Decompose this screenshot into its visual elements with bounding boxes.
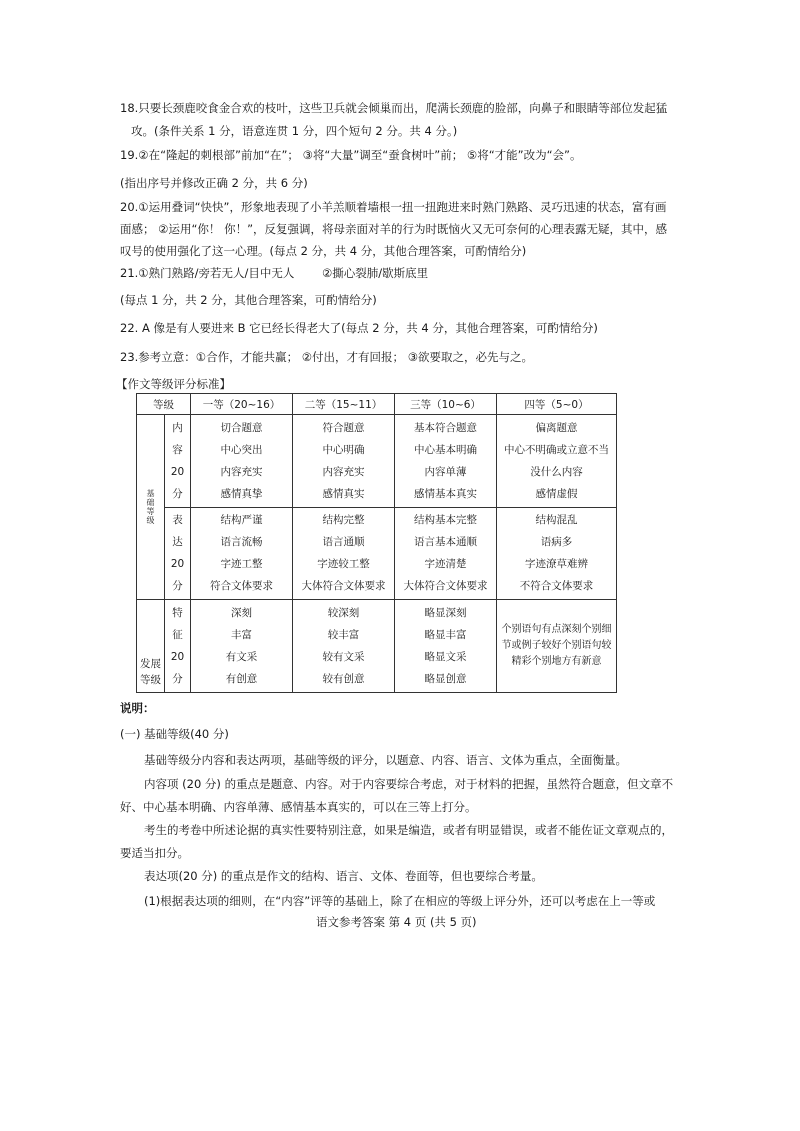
dev-grade-label: 发展 等级 [137,600,165,693]
q20-line3: 叹号的使用强化了这一心理。(每点 2 分，共 4 分，其他合理答案，可酌情给分) [120,244,527,258]
q21-line2: (每点 1 分，共 2 分，其他合理答案，可酌情给分) [120,293,377,307]
expression-second: 结构完整 语言通顺 字迹较工整 大体符合文体要求 [293,507,395,600]
notes-p2-l1: 内容项 (20 分) 的重点是题意、内容。对于内容要综合考虑，对于材料的把握，虽然符合题意，但文章不 [144,777,674,791]
expression-third: 结构基本完整 语言基本通顺 字迹清楚 大体符合文体要求 [395,507,497,600]
dev-second: 较深刻 较丰富 较有文采 较有创意 [293,600,395,693]
dev-fourth: 个别语句有点深刻个别细节或例子较好个别语句较精彩个别地方有新意 [497,600,617,693]
page-footer: 语文参考答案 第 4 页 (共 5 页) [316,915,477,929]
notes-p4: 表达项(20 分) 的重点是作文的结构、语言、文体、卷面等，但也要综合考量。 [144,869,543,883]
dev-first: 深刻 丰富 有文采 有创意 [191,600,293,693]
q20-line1: 20.①运用叠词“快快”，形象地表现了小羊羔顺着墙根一扭一扭跑进来时熟门熟路、灵巧迅速的状态，富有画 [120,200,667,214]
development-row [137,600,617,693]
notes-p3-l2: 要适当扣分。 [120,846,189,860]
q18-line2: 攻。(条件关系 1 分，语意连贯 1 分，四个短句 2 分。共 4 分。) [131,124,458,138]
q23-line1: 23.参考立意：①合作，才能共赢； ②付出，才有回报； ③欲要取之，必先与之。 [120,350,534,364]
notes-title: 说明： [120,701,155,715]
rubric-title: 【作文等级评分标准】 [116,377,231,391]
feature-item-label: 特 征 20 分 [165,600,191,693]
notes-p5: (1)根据表达项的细则，在“内容”评等的基础上，除了在相应的等级上评分外，还可以考虑在上一等或 [144,894,656,908]
content-second: 符合题意 中心明确 内容充实 感情真实 [293,415,395,508]
q19-line1: 19.②在“隆起的刺根部”前加“在”； ③将“大量”调至“蚕食树叶”前； ⑤将“才能”改为“会”。 [120,148,582,162]
content-first: 切合题意 中心突出 内容充实 感情真挚 [191,415,293,508]
content-third: 基本符合题意 中心基本明确 内容单薄 感情基本真实 [395,415,497,508]
q19-line2: (指出序号并修改正确 2 分，共 6 分) [120,176,308,190]
expression-first: 结构严谨 语言流畅 字迹工整 符合文体要求 [191,507,293,600]
header-fourth: 四等（5~0） [497,394,617,415]
notes-p2-l2: 好、中心基本明确、内容单薄、感情基本真实的，可以在三等上打分。 [120,800,477,814]
q20-line2: 面感； ②运用“你！ 你！”，反复强调，将母亲面对羊的行为时既恼火又无可奈何的心理表露无疑，其中，感 [120,222,668,236]
content-row [137,415,617,508]
header-grade: 等级 [137,394,191,415]
notes-section1: (一) 基础等级(40 分) [120,727,229,741]
dev-third: 略显深刻 略显丰富 略显文采 略显创意 [395,600,497,693]
expression-item-label: 表 达 20 分 [165,507,191,600]
rubric-table [136,393,617,693]
q22-line1: 22. A 像是有人要进来 B 它已经长得老大了(每点 2 分，共 4 分，其他合理答案，可酌情给分) [120,321,598,335]
content-item-label: 内 容 20 分 [165,415,191,508]
expression-row [137,507,617,600]
notes-p1: 基础等级分内容和表达两项，基础等级的评分，以题意、内容、语言、文体为重点，全面衡量。 [144,753,627,767]
expression-fourth: 结构混乱 语病多 字迹潦草难辨 不符合文体要求 [497,507,617,600]
basic-grade-label: 基础等级 [137,415,165,600]
header-second: 二等（15~11） [293,394,395,415]
header-first: 一等（20~16） [191,394,293,415]
notes-p3-l1: 考生的考卷中所述论据的真实性要特别注意，如果是编造，或者有明显错误，或者不能佐证文章观点的， [144,823,673,837]
content-fourth: 偏离题意 中心不明确或立意不当 没什么内容 感情虚假 [497,415,617,508]
q21-line1b: ②撕心裂肺/歇斯底里 [322,266,429,280]
header-third: 三等（10~6） [395,394,497,415]
rubric-header-row [137,394,617,415]
q21-line1a: 21.①熟门熟路/旁若无人/目中无人 [120,266,295,280]
q18-line1: 18.只要长颈鹿咬食金合欢的枝叶，这些卫兵就会倾巢而出，爬满长颈鹿的脸部，向鼻子和眼睛等部位发起猛 [120,101,668,115]
